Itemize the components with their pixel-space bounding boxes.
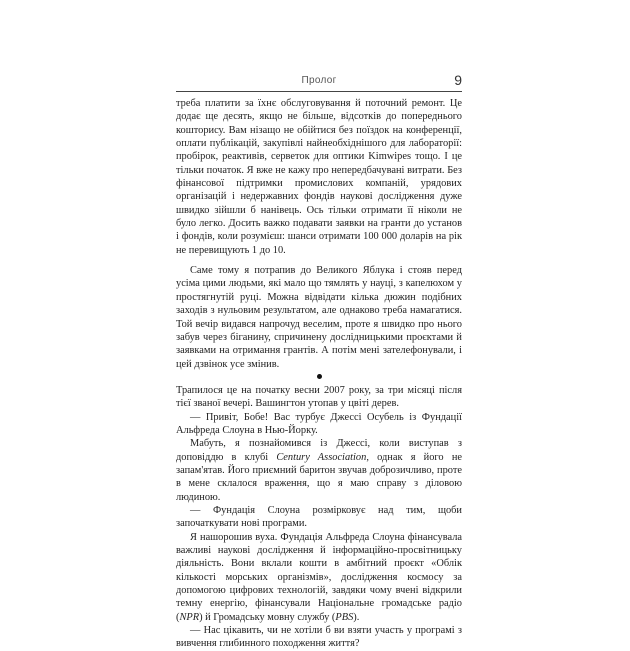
divider-bullet bbox=[317, 374, 322, 379]
paragraph: Я нашорошив вуха. Фундація Альфреда Слоуна фінансувала важливі наукові дослідження й інформаційно-просвітницьку діяльність. Вони вклали кошти в амбітний проєкт «Облік кількості морських організмів», дослідження космосу за допомогою цифрових технологій, завдяки чому вчені відкрили темну енергію, фінансували Національне громадське радіо (NPR) й Громадську мовну службу (PBS). bbox=[176, 531, 462, 623]
running-head: Пролог bbox=[301, 75, 337, 86]
paragraph: — Нас цікавить, чи не хотіли б ви взяти участь у програмі з вивчення глибинного походження життя? bbox=[176, 625, 462, 650]
page-number: 9 bbox=[454, 72, 462, 88]
paragraph: Трапилося це на початку весни 2007 року, за три місяці після тієї званої вечері. Вашингтон утопав у цвіті дерев. bbox=[176, 384, 462, 410]
header-rule bbox=[176, 91, 462, 92]
body-text bbox=[176, 97, 462, 651]
paragraph: — Фундація Слоуна розмірковує над тим, щоби започаткувати нові програми. bbox=[176, 504, 462, 530]
section-divider bbox=[176, 372, 462, 382]
paragraph: — Привіт, Бобе! Вас турбує Джессі Осубель із Фундації Альфреда Слоуна в Нью-Йорку. bbox=[176, 411, 462, 436]
paragraph: треба платити за їхнє обслуговування й поточний ремонт. Це додає ще десять, якщо не більше, відсотків до попереднього кошторису. Вам нізащо не обійтися без поїздок на конференції, оплати публікацій, закупівлі найнеобхіднішого для лабораторії: пробірок, реактивів, серветок для оптики Kimwipes тощо. І це тільки початок. Я вже не кажу про непередбачувані витрати. Без фінансової підтримки промислових компаній, урядових організацій і недержавних фондів наукові дослідження дуже швидко зійшли б нанівець. Ось тільки отримати її ніколи не було легко. Досить важко подавати заявки на гранти до установ і фондів, коли розумієш: шанси отримати 100 000 доларів на рік не перевищують 1 до 10. bbox=[176, 98, 462, 256]
paragraph: Саме тому я потрапив до Великого Яблука і стояв перед усіма цими людьми, які мало що тямлять у науці, з капелюхом у простягнутій руці. Можна відвідати кілька дюжин подібних заходів з нульовим результатом, але однаково треба намагатися. Той вечір видався напрочуд веселим, проте я швидко про нього забув через біганину, спричинену дослідницькими проєктами й заявками на отримання грантів. А потім мені зателефонували, і цей дзвінок усе змінив. bbox=[176, 265, 462, 370]
page-header bbox=[176, 72, 462, 89]
paragraph: Мабуть, я познайомився із Джессі, коли виступав з доповіддю в клубі Century Association, однак я його не запам'ятав. Його приємний баритон звучав доброзичливо, проте в мене склалося враження, що я маю справу з діловою людиною. bbox=[176, 438, 463, 503]
